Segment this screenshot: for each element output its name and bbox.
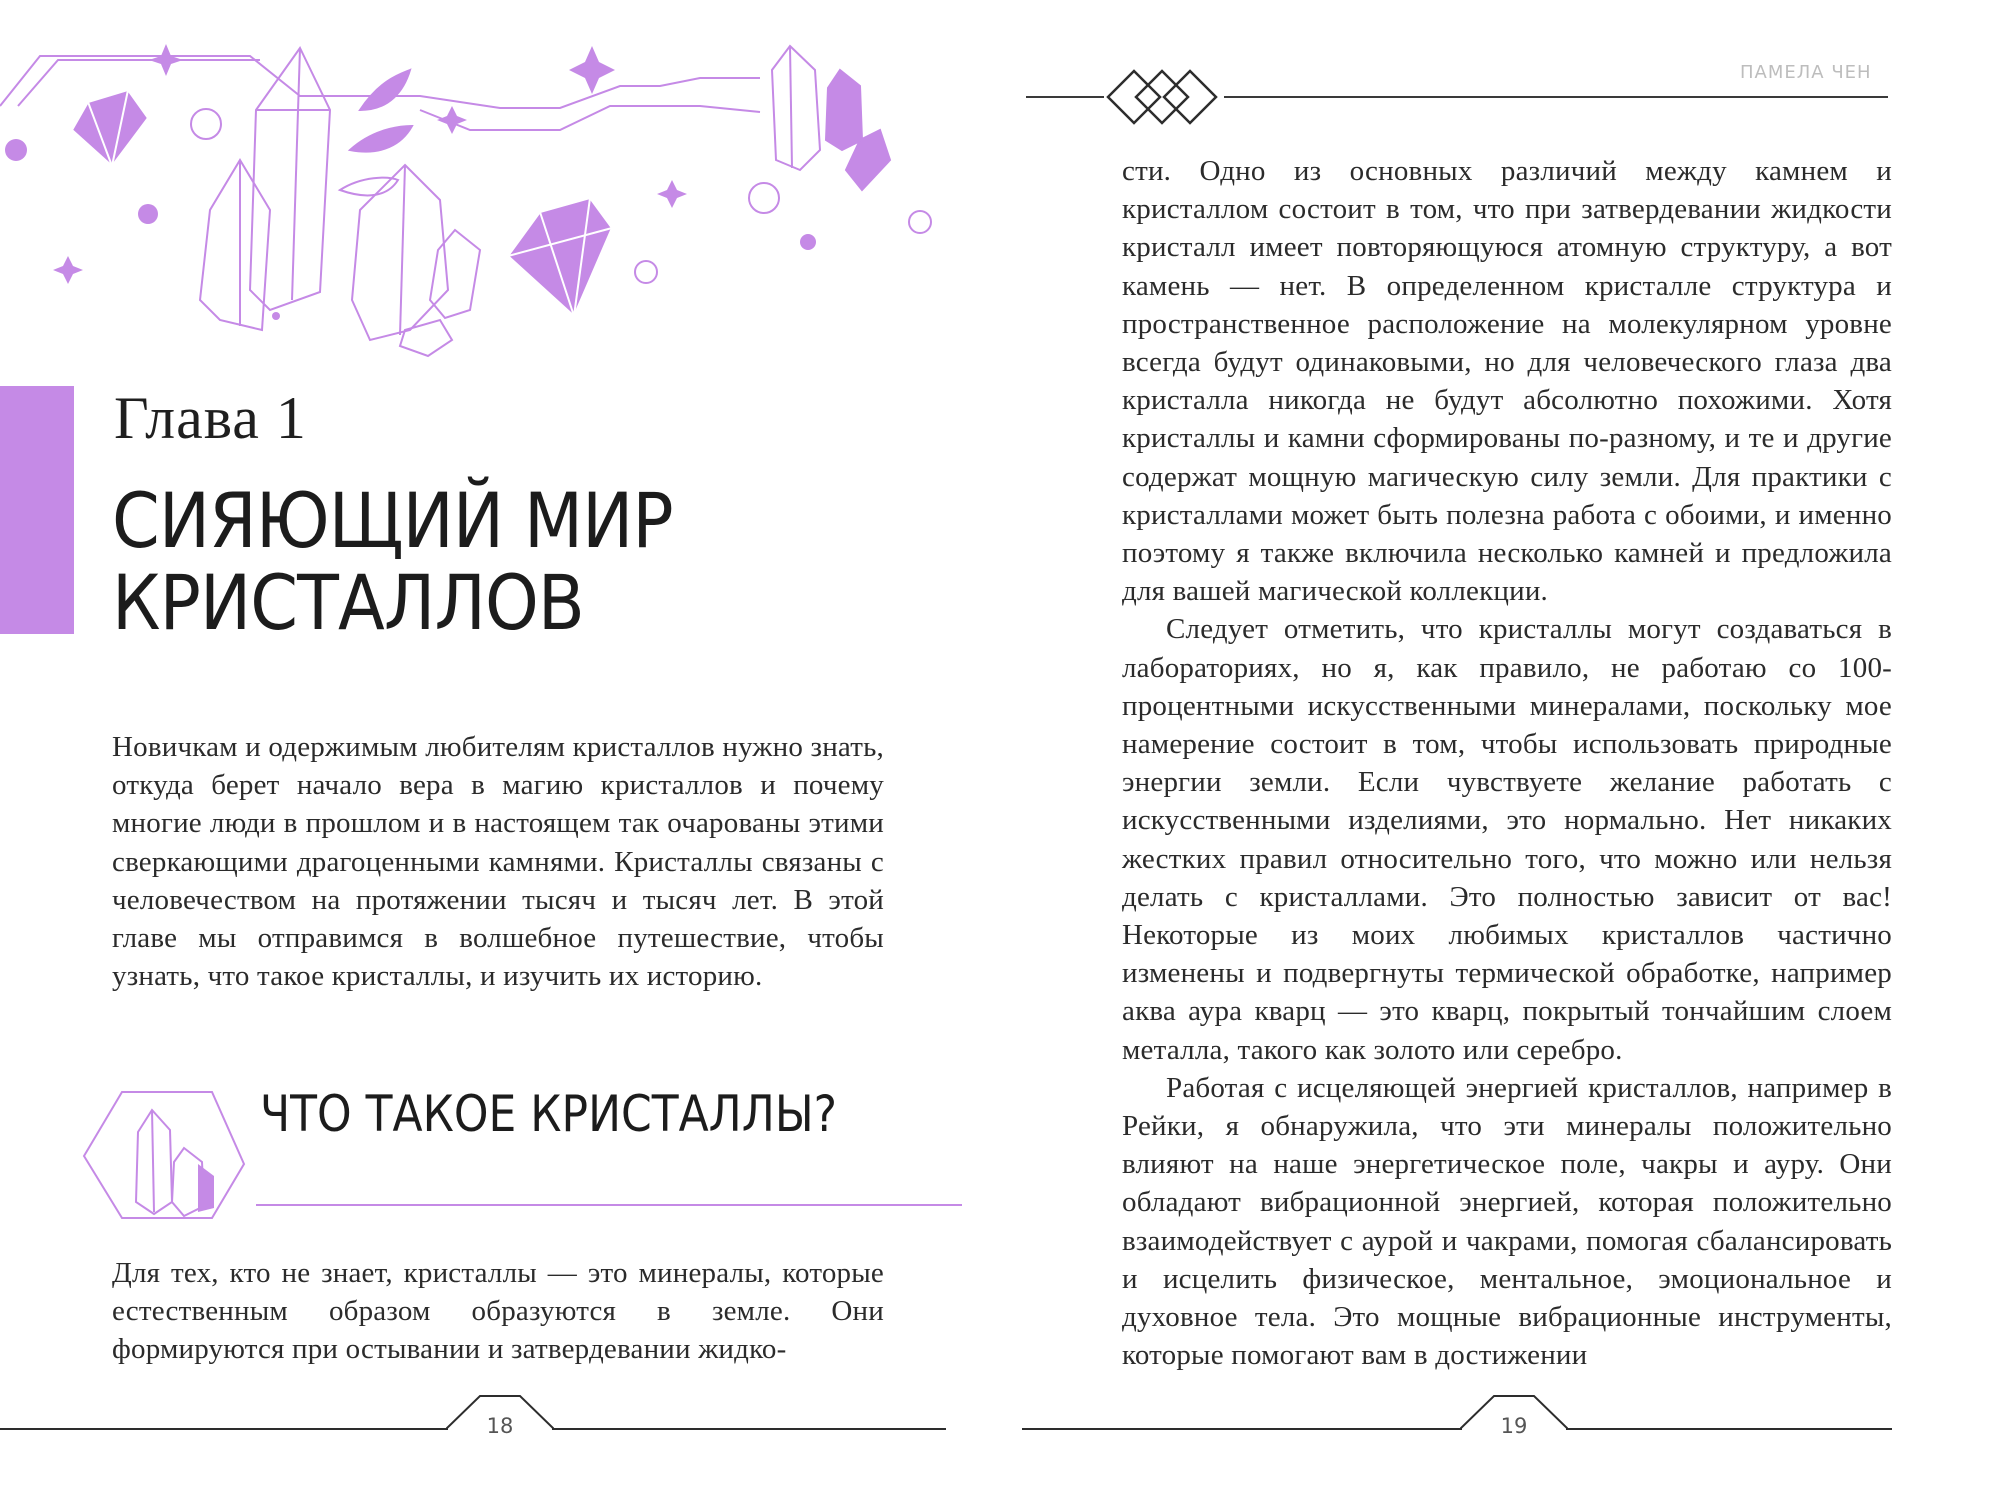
sparkle-icon xyxy=(569,46,615,94)
sparkle-icon xyxy=(149,44,183,76)
section-rule xyxy=(256,1204,962,1206)
crystal-hexagon-icon xyxy=(80,1052,250,1222)
right-body-text xyxy=(1122,152,1892,1375)
chapter-accent-bar xyxy=(0,386,74,634)
footer-rule-left xyxy=(1022,1428,1462,1430)
sparkle-icon xyxy=(437,106,467,134)
definition-paragraph xyxy=(112,1254,884,1369)
footer-rule-right xyxy=(1566,1428,1892,1430)
page-number-right: 19 xyxy=(1500,1414,1528,1438)
circle-icon xyxy=(749,183,779,213)
chapter-title: СИЯЮЩИЙ МИР КРИСТАЛЛОВ xyxy=(112,476,673,647)
sparkle-icon xyxy=(53,256,83,284)
gem-icon xyxy=(72,90,148,166)
circle-icon xyxy=(635,261,657,283)
circle-icon xyxy=(909,211,931,233)
definition-text: Для тех, кто не знает, кристаллы — это минералы, которые естественным образом образуются в земле. Они формируются при остывании и затвердевании жидко- xyxy=(112,1257,884,1366)
section-heading xyxy=(80,1052,880,1222)
section-title: ЧТО ТАКОЕ КРИСТАЛЛЫ? xyxy=(260,1085,838,1143)
paragraph: Работая с исцеляющей энергией кристаллов, например в Рейки, я обнаружила, что эти минералы положительно влияют на наше энергетическое поле, чакры и ауру. Они обладают вибрационной энергией, которая положительно взаимодействует с аурой и чакрами, помогая сбалансировать и исцелить физическое, ментальное, эмоциональное и духовное тела. Это мощные вибрационные инструменты, которые помогают вам в достижении xyxy=(1122,1071,1892,1372)
sparkle-icon xyxy=(657,180,687,208)
left-page xyxy=(0,0,960,1502)
footer-rule-left xyxy=(0,1428,448,1430)
intro-paragraph xyxy=(112,728,884,995)
crystal-illustration xyxy=(0,0,960,360)
paragraph: Следует отметить, что кристаллы могут создаваться в лабораториях, но я, как правило, не работаю со 100-процентными искусственными минералами, поскольку мое намерение состоит в том, чтобы использовать природные энергии земли. Если чувствуете желание работать с искусственными изделиями, это нормально. Нет никаких жестких правил относительно того, что можно или нельзя делать с кристаллами. Это полностью зависит от вас! Некоторые из моих любимых кристаллов частично изменены и подвергнуты термической обработке, например аква аура кварц — это кварц, покрытый тончайшим слоем металла, такого как золото или серебро. xyxy=(1122,613,1892,1066)
circle-icon xyxy=(191,109,221,139)
paragraph-continued: сти. Одно из основных различий между камнем и кристаллом состоит в том, что при затвердевании жидкости кристалл имеет повторяющуюся атомную структуру, а вот камень — нет. В определенном кристалле структура и пространственное расположение на молекулярном уровне всегда будут одинаковыми, но для человеческого глаза два кристалла никогда не будут абсолютно похожими. Хотя кристаллы и камни сформированы по-разному, и те и другие содержат мощную магическую силу земли. Для практики с кристаллами может быть полезна работа с обоими, и именно поэтому я также включила несколько камней и предложила для вашей магической коллекции. xyxy=(1122,155,1892,608)
running-head: ПАМЕЛА ЧЕН xyxy=(1740,62,1872,83)
page-number-left: 18 xyxy=(486,1414,514,1438)
chapter-label: Глава 1 xyxy=(114,385,307,451)
gem-icon xyxy=(508,198,612,316)
diamond-ornament-icon xyxy=(1104,66,1224,128)
intro-text: Новичкам и одержимым любителям кристаллов нужно знать, откуда берет начало вера в магию кристаллов и почему многие люди в прошлом и в настоящем так очарованы этими сверкающими драгоценными камнями. Кристаллы связаны с человечеством на протяжении тысяч и тысяч лет. В этой главе мы отправимся в волшебное путешествие, чтобы узнать, что такое кристаллы, и изучить их историю. xyxy=(112,731,884,993)
footer-rule-right xyxy=(552,1428,946,1430)
right-page xyxy=(1000,0,2000,1502)
